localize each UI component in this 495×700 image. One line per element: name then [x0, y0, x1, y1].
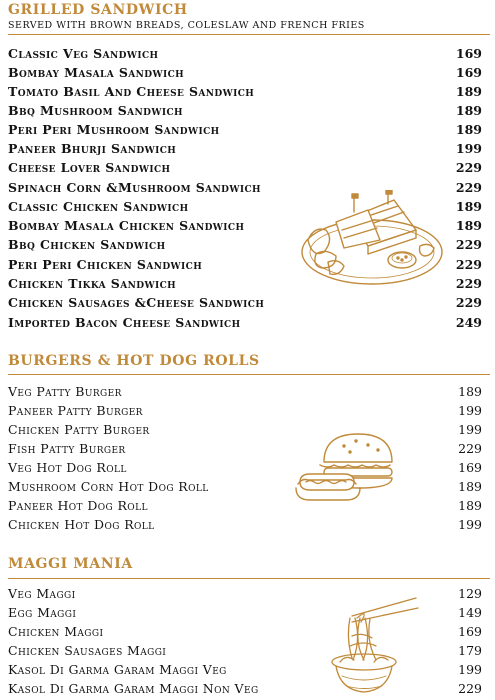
- item-name: Classic Chicken Sandwich: [8, 199, 189, 214]
- item-name: Fish Patty Burger: [8, 441, 126, 456]
- item-price: 169: [458, 624, 482, 639]
- item-name: Classic Veg Sandwich: [8, 46, 159, 61]
- item-name: Paneer Bhurji Sandwich: [8, 141, 177, 156]
- item-name: Cheese Lover Sandwich: [8, 160, 171, 175]
- item-price: 199: [458, 517, 482, 532]
- menu-item: [8, 160, 482, 179]
- menu-item: [8, 122, 482, 141]
- item-name: Mushroom Corn Hot Dog Roll: [8, 479, 209, 494]
- sandwich-plate-icon: [298, 190, 446, 290]
- section-subtitle: SERVED WITH BROWN BREADS, COLESLAW AND FRENCH FRIES: [8, 20, 365, 31]
- item-name: Chicken Hot Dog Roll: [8, 517, 155, 532]
- item-name: Chicken Tikka Sandwich: [8, 276, 177, 291]
- section-title: MAGGI MANIA: [8, 556, 133, 572]
- item-price: 229: [455, 276, 482, 291]
- item-name: Chicken Patty Burger: [8, 422, 150, 437]
- item-price: 169: [458, 460, 482, 475]
- item-name: Spinach Corn &Mushroom Sandwich: [8, 180, 261, 195]
- item-name: Chicken Sausages &Cheese Sandwich: [8, 295, 265, 310]
- section-title: GRILLED SANDWICH: [8, 2, 188, 18]
- menu-item: [8, 141, 482, 160]
- item-price: 189: [458, 384, 482, 399]
- item-price: 229: [458, 681, 482, 696]
- item-name: Chicken Sausages Maggi: [8, 643, 167, 658]
- menu-item: [8, 84, 482, 103]
- item-name: Bombay Masala Sandwich: [8, 65, 185, 80]
- item-price: 189: [455, 84, 482, 99]
- item-price: 189: [455, 218, 482, 233]
- item-name: Veg Maggi: [8, 586, 76, 601]
- item-price: 189: [455, 122, 482, 137]
- item-name: Peri Peri Chicken Sandwich: [8, 257, 203, 272]
- item-name: Bombay Masala Chicken Sandwich: [8, 218, 245, 233]
- item-price: 229: [455, 295, 482, 310]
- section-burgers-hotdog: [0, 350, 495, 540]
- item-price: 199: [458, 662, 482, 677]
- item-price: 189: [458, 479, 482, 494]
- menu-item: [8, 103, 482, 122]
- item-price: 229: [455, 180, 482, 195]
- item-name: Bbq Chicken Sandwich: [8, 237, 166, 252]
- item-price: 229: [455, 160, 482, 175]
- menu-item: [8, 295, 482, 314]
- section-divider: [8, 578, 490, 579]
- menu-item: [8, 517, 482, 536]
- item-name: Tomato Basil And Cheese Sandwich: [8, 84, 255, 99]
- item-name: Paneer Hot Dog Roll: [8, 498, 148, 513]
- item-price: 189: [458, 498, 482, 513]
- item-name: Chicken Maggi: [8, 624, 104, 639]
- item-name: Veg Patty Burger: [8, 384, 122, 399]
- item-name: Kasol Di Garma Garam Maggi Non Veg: [8, 681, 259, 696]
- item-price: 179: [458, 643, 482, 658]
- menu-item: [8, 315, 482, 334]
- item-price: 199: [458, 403, 482, 418]
- menu-item: [8, 384, 482, 403]
- burger-hotdog-icon: [294, 432, 414, 504]
- item-price: 249: [455, 315, 482, 330]
- noodle-bowl-icon: [322, 596, 422, 696]
- item-price: 189: [455, 199, 482, 214]
- item-price: 229: [455, 257, 482, 272]
- section-divider: [8, 374, 490, 375]
- item-price: 129: [458, 586, 482, 601]
- item-name: Kasol Di Garma Garam Maggi Veg: [8, 662, 227, 677]
- menu-item: [8, 65, 482, 84]
- section-title: BURGERS & HOT DOG ROLLS: [8, 353, 260, 369]
- menu-item: [8, 403, 482, 422]
- item-name: Peri Peri Mushroom Sandwich: [8, 122, 220, 137]
- item-name: Veg Hot Dog Roll: [8, 460, 127, 475]
- menu-item: [8, 46, 482, 65]
- item-price: 199: [455, 141, 482, 156]
- item-price: 199: [458, 422, 482, 437]
- section-divider: [8, 34, 490, 35]
- item-price: 229: [455, 237, 482, 252]
- item-name: Imported Bacon Cheese Sandwich: [8, 315, 241, 330]
- item-name: Egg Maggi: [8, 605, 77, 620]
- item-price: 169: [455, 65, 482, 80]
- item-name: Bbq Mushroom Sandwich: [8, 103, 183, 118]
- item-price: 189: [455, 103, 482, 118]
- item-name: Paneer Patty Burger: [8, 403, 143, 418]
- item-price: 169: [455, 46, 482, 61]
- item-price: 149: [458, 605, 482, 620]
- item-price: 229: [458, 441, 482, 456]
